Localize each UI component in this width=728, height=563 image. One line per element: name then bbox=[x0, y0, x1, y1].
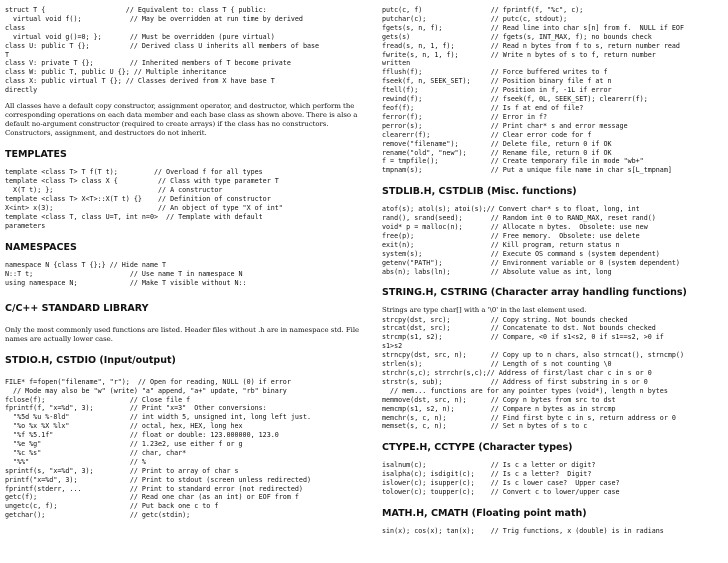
stdlib-heading: C/C++ STANDARD LIBRARY bbox=[5, 302, 149, 314]
right-column bbox=[382, 6, 722, 536]
math-heading: MATH.H, CMATH (Floating point math) bbox=[382, 507, 587, 519]
namespaces-code-block: namespace N {class T {};} // Hide name T N::T t; // Use name T in namespace N using namespace N; // Make T visible without N:: bbox=[5, 260, 247, 287]
ctype-heading: CTYPE.H, CCTYPE (Character types) bbox=[382, 442, 573, 454]
ctype-code-block: isalnum(c); // Is c a letter or digit? isalpha(c); isdigit(c); // Is c a letter? Digit? islower(c); isupper(c); // Is c lower case? Upper case? tolower(c); toupper(c); // Convert c to lower/upper case bbox=[382, 461, 620, 497]
stdio-code-block: FILE* f=fopen("filename", "r"); // Open for reading, NULL (0) if error // Mode may also be "w" (write) "a" append, "a+" update, "rb" binary fclose(f); // Close file f fprintf(f, "x=%d", 3); // Print "x=3" Other conversions: "%5d %u %-8ld" // int width 5, unsigned int, long left just. "%o %x %X %lx" // octal, hex, HEX, long hex "%f %5.1f" // float or double: 123.000000, 123.0 "%e %g" // 1.23e2, use either f or g "%c %s" // char, char* "%%" // % sprintf(s, "x=%d", 3); // Print to array of char s printf("x=%d", 3); // Print to stdout (screen unless redirected) fprintf(stderr, ... // Print to standard error (not redirected) getc(f); // Read one char (as an int) or EOF from f ungetc(c, f); // Put back one c to f getchar(); // getc(stdin); bbox=[5, 377, 311, 520]
stdlib-misc-heading: STDLIB.H, CSTDLIB (Misc. functions) bbox=[382, 186, 577, 198]
classes-code-block: struct T { // Equivalent to: class T { public: virtual void f(); // May be overridden at run time by derived class virtual void g()=0; }; // Must be overridden (pure virtual) class U: public T {}; // Derived class U inherits all members of base T class V: private T {}; // Inherited members of T become private class W: public T, public U {}; // Multiple inheritance class X: public virtual T {}; // Classes derived from X have base T directly bbox=[5, 6, 320, 95]
classes-note: All classes have a default copy constructor, assignment operator, and destructor, which perform the corresponding operations on each data member and each base class as shown above. There is also a default no-argument constructor (required to create arrays) if the class has no constructors. Constructors, assignment, and destructors do not inherit. bbox=[5, 102, 358, 138]
stdio-heading: STDIO.H, CSTDIO (Input/output) bbox=[5, 354, 176, 366]
stdlib-note: Only the most commonly used functions are listed. Header files without .h are in namespace std. File names are actually lower case. bbox=[5, 325, 360, 343]
string-note: Strings are type char[] with a '\0' in the last element used. bbox=[382, 306, 587, 315]
string-code-block: strcpy(dst, src); // Copy string. Not bounds checked strcat(dst, src); // Concatenate to dst. Not bounds checked strcmp(s1, s2); // Compare, <0 if s1<s2, 0 if s1==s2, >0 if s1>s2 strncpy(dst, src, n); // Copy up to n chars, also strncat(), strncmp() strlen(s); // Length of s not counting \0 strchr(s,c); strrchr(s,c);// Address of first/last char c in s or 0 strstr(s, sub); // Address of first substring in s or 0 // mem... functions are for any pointer types (void*), length n bytes memmove(dst, src, n); // Copy n bytes from src to dst memcmp(s1, s2, n); // Compare n bytes as in strcmp memchr(s, c, n); // Find first byte c in s, return address or 0 memset(s, c, n); // Set n bytes of s to c bbox=[382, 315, 684, 431]
left-column bbox=[5, 6, 361, 520]
stdlib-code-block: atof(s); atol(s); atoi(s);// Convert char* s to float, long, int rand(), srand(seed); // Random int 0 to RAND_MAX, reset rand() void* p = malloc(n); // Allocate n bytes. Obsolete: use new free(p); // Free memory. Obsolete: use delete exit(n); // Kill program, return status n system(s); // Execute OS command s (system dependent) getenv("PATH"); // Environment variable or 0 (system dependent) abs(n); labs(ln); // Absolute value as int, long bbox=[382, 205, 680, 276]
stdio-continued-code-block: putc(c, f) // fprintf(f, "%c", c); putchar(c); // putc(c, stdout); fgets(s, n, f); // Read line into char s[n] from f. NULL if EOF gets(s) // fgets(s, INT_MAX, f); no bounds check fread(s, n, 1, f); // Read n bytes from f to s, return number read fwrite(s, n, 1, f); // Write n bytes of s to f, return number written fflush(f); // Force buffered writes to f fseek(f, n, SEEK_SET); // Position binary file f at n ftell(f); // Position in f, -1L if error rewind(f); // fseek(f, 0L, SEEK_SET); clearerr(f); feof(f); // Is f at end of file? ferror(f); // Error in f? perror(s); // Print char* s and error message clearerr(f); // Clear error code for f remove("filename"); // Delete file, return 0 if OK rename("old", "new"); // Rename file, return 0 if OK f = tmpfile(); // Create temporary file in mode "wb+" tmpnam(s); // Put a unique file name in char s[L_tmpnam] bbox=[382, 6, 684, 175]
math-code-block: sin(x); cos(x); tan(x); // Trig functions, x (double) is in radians bbox=[382, 526, 664, 535]
namespaces-heading: NAMESPACES bbox=[5, 241, 77, 253]
templates-code-block: template <class T> T f(T t); // Overload f for all types template <class T> class X { // Class with type parameter T X(T t); }; // A constructor template <class T> X<T>::X(T t) {} // Definition of constructor X<int> x(3); // An object of type "X of int" template <class T, class U=T, int n=0> // Template with default parameters bbox=[5, 168, 283, 230]
templates-heading: TEMPLATES bbox=[5, 149, 67, 161]
string-heading: STRING.H, CSTRING (Character array handling functions) bbox=[382, 287, 687, 299]
